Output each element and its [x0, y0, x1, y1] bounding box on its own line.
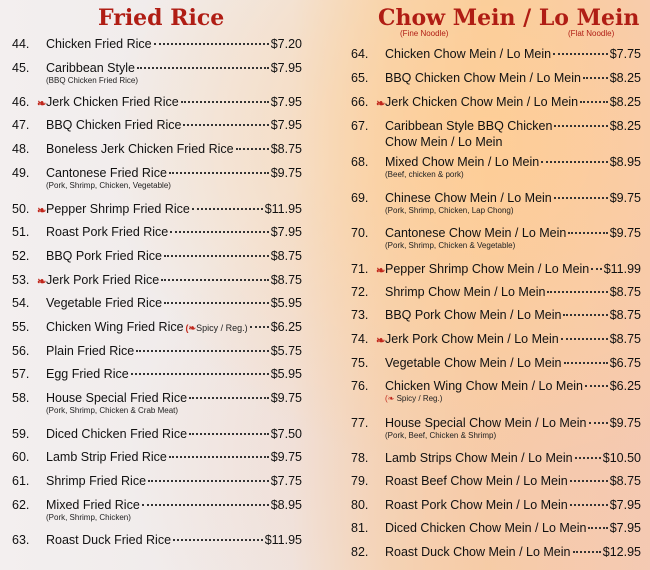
item-name-text: Caribbean Style BBQ Chicken: [385, 119, 553, 133]
item-name: [46, 36, 152, 52]
item-number: 66.: [351, 95, 369, 109]
item-name: [385, 450, 573, 466]
dot-leader: [192, 208, 263, 210]
item-name-text: Lamb Strips Chow Mein / Lo Mein: [385, 451, 573, 465]
item-name-text: BBQ Chicken Fried Rice: [46, 118, 182, 132]
item-name: [46, 449, 167, 465]
menu-item: [351, 544, 641, 560]
menu-item: [12, 141, 302, 157]
chili-pepper-icon: ❧: [376, 335, 386, 347]
menu-item-line: [351, 355, 641, 371]
dot-leader: [148, 480, 269, 482]
item-price: $8.75: [270, 273, 302, 287]
menu-item: [12, 295, 302, 311]
menu-item: [351, 378, 641, 403]
item-name-text: Roast Duck Fried Rice: [46, 533, 172, 547]
dot-leader: [583, 77, 608, 79]
item-name-text: Egg Fried Rice: [46, 367, 129, 381]
item-price: $7.20: [270, 37, 302, 51]
dot-leader: [250, 326, 269, 328]
menu-item: [12, 94, 302, 110]
item-name: [376, 94, 579, 110]
menu-item-line: [12, 248, 302, 264]
item-number: 56.: [12, 344, 30, 358]
dot-leader: [554, 125, 607, 127]
item-price: $7.75: [270, 474, 302, 488]
item-price: $9.75: [609, 416, 641, 430]
dot-leader: [568, 232, 607, 234]
item-name-text: Plain Fried Rice: [46, 344, 135, 358]
menu-item: [12, 343, 302, 359]
item-number: 57.: [12, 367, 30, 381]
item-number: 69.: [351, 191, 369, 205]
item-name-text: Roast Beef Chow Mein / Lo Mein: [385, 474, 568, 488]
item-name: [385, 415, 587, 431]
item-number: 59.: [12, 427, 30, 441]
flat-noodle-label: (Flat Noodle): [568, 29, 615, 38]
item-price: $8.75: [609, 285, 641, 299]
item-name-text: House Special Fried Rice: [46, 391, 188, 405]
item-name-text: Roast Pork Chow Mein / Lo Mein: [385, 498, 568, 512]
menu-item: [12, 201, 302, 217]
item-number: 65.: [351, 71, 369, 85]
chili-pepper-icon: ❧: [37, 98, 47, 110]
menu-item-line: [351, 46, 641, 62]
item-name-text: BBQ Pork Chow Mein / Lo Mein: [385, 308, 562, 322]
item-number: 55.: [12, 320, 30, 334]
item-name-text: Mixed Fried Rice: [46, 498, 140, 512]
item-price: $7.95: [270, 95, 302, 109]
menu-item: [12, 532, 302, 548]
item-price: $7.95: [270, 118, 302, 132]
dot-leader: [173, 539, 263, 541]
menu-item-line: [351, 70, 641, 86]
menu-item-line: [12, 426, 302, 442]
menu-item-line: [351, 497, 641, 513]
dot-leader: [575, 457, 601, 459]
item-price: $9.75: [270, 391, 302, 405]
item-number: 51.: [12, 225, 30, 239]
menu-item: [12, 272, 302, 288]
item-name-text: Vegetable Chow Mein / Lo Mein: [385, 356, 562, 370]
item-number: 48.: [12, 142, 30, 156]
item-name-text: Chinese Chow Mein / Lo Mein: [385, 191, 552, 205]
item-name: [46, 248, 162, 264]
item-price: $5.75: [270, 344, 302, 358]
menu-item-line: [12, 366, 302, 382]
menu-item: [12, 390, 302, 415]
dot-leader: [588, 527, 607, 529]
dot-leader: [154, 43, 269, 45]
item-name: [46, 224, 168, 240]
item-price: $8.95: [270, 498, 302, 512]
item-name: [46, 295, 162, 311]
menu-item-line: [12, 497, 302, 513]
menu-item: [12, 165, 302, 190]
item-name: [385, 190, 552, 206]
menu-item: [12, 473, 302, 489]
fried-rice-heading: Fried Rice: [98, 5, 225, 31]
chili-pepper-icon: (❧: [385, 394, 397, 403]
dot-leader: [164, 255, 269, 257]
item-number: 44.: [12, 37, 30, 51]
dot-leader: [169, 172, 269, 174]
item-name: [46, 473, 146, 489]
dot-leader: [189, 433, 269, 435]
item-name: [46, 366, 129, 382]
dot-leader: [547, 291, 607, 293]
menu-item-line: [12, 473, 302, 489]
menu-item: [12, 366, 302, 382]
menu-item: [351, 190, 641, 215]
item-price: $9.75: [270, 450, 302, 464]
item-price: $11.95: [264, 533, 302, 547]
menu-item: [12, 449, 302, 465]
menu-item: [351, 520, 641, 536]
item-description: (Pork, Shrimp, Chicken & Crab Meat): [46, 406, 179, 415]
dot-leader: [161, 279, 268, 281]
menu-item: [12, 319, 302, 336]
item-name: [385, 307, 561, 323]
menu-item: [351, 284, 641, 300]
item-number: 58.: [12, 391, 30, 405]
dot-leader: [554, 197, 608, 199]
menu-item-line: [351, 450, 641, 466]
item-name: [46, 343, 134, 359]
menu-item: [351, 307, 641, 323]
menu-item: [12, 224, 302, 240]
chili-pepper-icon: ❧: [376, 265, 386, 277]
item-name-text: Pepper Shrimp Chow Mein / Lo Mein: [385, 262, 590, 276]
dot-leader: [561, 338, 608, 340]
dot-leader: [169, 456, 269, 458]
item-price: $8.25: [609, 71, 641, 85]
item-number: 82.: [351, 545, 369, 559]
item-name-text: Roast Duck Chow Mein / Lo Mein: [385, 545, 571, 559]
item-name-text: Cantonese Chow Mein / Lo Mein: [385, 226, 567, 240]
item-name-text: Chicken Fried Rice: [46, 37, 152, 51]
item-number: 49.: [12, 166, 30, 180]
menu-item: [351, 415, 641, 440]
menu-item-line: [12, 36, 302, 52]
item-price: $8.75: [609, 332, 641, 346]
dot-leader: [553, 53, 608, 55]
chow-mein-heading: Chow Mein / Lo Mein: [378, 5, 640, 31]
item-number: 46.: [12, 95, 30, 109]
item-price: $8.95: [609, 155, 641, 169]
item-number: 77.: [351, 416, 369, 430]
item-name: [46, 426, 187, 442]
item-name-text: Shrimp Chow Mein / Lo Mein: [385, 285, 546, 299]
item-name: [385, 46, 551, 62]
item-price: $5.95: [270, 367, 302, 381]
item-description: (Pork, Beef, Chicken & Shrimp): [385, 431, 497, 440]
dot-leader: [570, 504, 608, 506]
item-price: $8.25: [609, 119, 641, 133]
spicy-option-text: Spicy / Reg.): [396, 394, 443, 403]
item-name-text: Roast Pork Fried Rice: [46, 225, 169, 239]
item-number: 50.: [12, 202, 30, 216]
menu-item-line: [12, 141, 302, 157]
item-name-text: Boneless Jerk Chicken Fried Rice: [46, 142, 234, 156]
menu-item-line: [351, 544, 641, 560]
dot-leader: [236, 148, 269, 150]
dot-leader: [137, 67, 269, 69]
menu-item-line: [12, 201, 302, 217]
item-price: $8.75: [609, 474, 641, 488]
item-name-text: Vegetable Fried Rice: [46, 296, 163, 310]
item-number: 71.: [351, 262, 369, 276]
chili-pepper-icon: ❧: [376, 98, 386, 110]
menu-item: [351, 70, 641, 86]
spicy-option-note: [385, 394, 641, 403]
menu-item: [12, 426, 302, 442]
item-name-text: Caribbean Style: [46, 61, 135, 75]
dot-leader: [573, 551, 601, 553]
dot-leader: [142, 504, 269, 506]
menu-item-line: [351, 473, 641, 489]
item-price: $7.75: [609, 47, 641, 61]
item-price: $6.75: [609, 356, 641, 370]
item-description: (Pork, Shrimp, Chicken, Vegetable): [46, 181, 171, 190]
menu-item-line: [351, 284, 641, 300]
item-number: 45.: [12, 61, 30, 75]
item-description: (Beef, chicken & pork): [385, 170, 464, 179]
menu-item: [351, 225, 641, 250]
item-name: [37, 201, 190, 217]
item-number: 76.: [351, 379, 369, 393]
menu-item: [351, 94, 641, 110]
menu-item-line: [351, 307, 641, 323]
dot-leader: [564, 362, 608, 364]
item-number: 60.: [12, 450, 30, 464]
dot-leader: [170, 231, 268, 233]
menu-item-line: [12, 165, 302, 181]
item-name: [385, 378, 583, 394]
item-price: $7.95: [609, 521, 641, 535]
item-number: 81.: [351, 521, 369, 535]
menu-item-line: [12, 60, 302, 76]
menu-item-line: [351, 190, 641, 206]
menu-item: [12, 60, 302, 85]
menu-item-line: [351, 378, 641, 394]
item-name: [385, 70, 581, 86]
dot-leader: [585, 385, 608, 387]
item-name: [37, 272, 160, 288]
dot-leader: [563, 314, 607, 316]
chili-pepper-icon: ❧: [37, 205, 47, 217]
menu-item-line: [351, 94, 641, 110]
item-name: [385, 225, 566, 241]
menu-item-line: [12, 224, 302, 240]
dot-leader: [570, 480, 608, 482]
dot-leader: [164, 302, 269, 304]
item-name: [385, 284, 545, 300]
item-name-text: Diced Chicken Chow Mein / Lo Mein: [385, 521, 587, 535]
item-name-text: Mixed Chow Mein / Lo Mein: [385, 155, 540, 169]
item-price: $11.99: [603, 262, 641, 276]
item-name-text: House Special Chow Mein / Lo Mein: [385, 416, 587, 430]
dot-leader: [580, 101, 608, 103]
menu-item-line: [351, 225, 641, 241]
item-name: [376, 331, 559, 347]
item-name-text: Jerk Chicken Chow Mein / Lo Mein: [385, 95, 579, 109]
item-name: [385, 473, 568, 489]
item-number: 64.: [351, 47, 369, 61]
item-name: [385, 118, 552, 134]
item-name: [46, 117, 181, 133]
spicy-option-text: Spicy / Reg.): [196, 323, 248, 333]
menu-item-line: [12, 272, 302, 288]
item-number: 74.: [351, 332, 369, 346]
dot-leader: [589, 422, 608, 424]
item-description: (Pork, Shrimp, Chicken): [46, 513, 131, 522]
menu-item: [12, 117, 302, 133]
item-number: 47.: [12, 118, 30, 132]
item-name-text: Lamb Strip Fried Rice: [46, 450, 167, 464]
item-number: 63.: [12, 533, 30, 547]
item-number: 80.: [351, 498, 369, 512]
item-name: [37, 94, 179, 110]
item-price: $11.95: [264, 202, 302, 216]
item-name-text: Chicken Wing Fried Rice: [46, 320, 184, 334]
menu-item-line: [12, 449, 302, 465]
item-name: [385, 355, 562, 371]
item-number: 75.: [351, 356, 369, 370]
item-name-text: Jerk Chicken Fried Rice: [46, 95, 179, 109]
menu-item-line: [351, 154, 641, 170]
item-price: $7.95: [270, 61, 302, 75]
item-number: 78.: [351, 451, 369, 465]
item-name: [46, 497, 140, 513]
item-name-text: Chicken Chow Mein / Lo Mein: [385, 47, 552, 61]
item-name-text: BBQ Chicken Chow Mein / Lo Mein: [385, 71, 581, 85]
item-name-text: Pepper Shrimp Fried Rice: [46, 202, 190, 216]
item-price: $9.75: [270, 166, 302, 180]
item-price: $10.50: [602, 451, 641, 465]
item-price: $5.95: [270, 296, 302, 310]
item-name: [46, 319, 248, 336]
item-number: 68.: [351, 155, 369, 169]
item-price: $8.75: [270, 249, 302, 263]
menu-item: [351, 331, 641, 347]
menu-item-line: [12, 117, 302, 133]
item-number: 52.: [12, 249, 30, 263]
item-name-text: Jerk Pork Fried Rice: [46, 273, 160, 287]
menu-item: [351, 497, 641, 513]
item-number: 72.: [351, 285, 369, 299]
item-number: 79.: [351, 474, 369, 488]
item-name: [46, 60, 135, 76]
item-number: 61.: [12, 474, 30, 488]
item-description: (Pork, Shrimp, Chicken, Lap Chong): [385, 206, 514, 215]
menu-item-line: [351, 118, 641, 134]
item-name: [385, 520, 586, 536]
item-name: [46, 165, 167, 181]
item-price: $7.95: [609, 498, 641, 512]
dot-leader: [131, 373, 269, 375]
chili-pepper-icon: (❧: [185, 323, 197, 333]
menu-item-line: [12, 390, 302, 406]
menu-item-line: [351, 520, 641, 536]
menu-item: [351, 261, 641, 277]
item-name: [46, 532, 171, 548]
item-name-text: Jerk Pork Chow Mein / Lo Mein: [385, 332, 559, 346]
item-number: 67.: [351, 119, 369, 133]
item-name-continued: Chow Mein / Lo Mein: [385, 135, 503, 149]
item-name-text: Chicken Wing Chow Mein / Lo Mein: [385, 379, 583, 393]
item-price: $9.75: [609, 226, 641, 240]
item-number: 62.: [12, 498, 30, 512]
menu-item-line: [12, 532, 302, 548]
item-price: $8.75: [270, 142, 302, 156]
dot-leader: [183, 124, 268, 126]
item-name: [385, 497, 568, 513]
menu-item: [351, 154, 641, 179]
item-number: 70.: [351, 226, 369, 240]
menu-item: [12, 36, 302, 52]
item-name: [46, 390, 187, 406]
item-price: $6.25: [609, 379, 641, 393]
item-number: 54.: [12, 296, 30, 310]
menu-item-line: [351, 261, 641, 277]
dot-leader: [189, 397, 269, 399]
menu-item: [351, 473, 641, 489]
menu-item: [351, 355, 641, 371]
dot-leader: [136, 350, 268, 352]
item-price: $7.50: [270, 427, 302, 441]
dot-leader: [591, 268, 601, 270]
item-description: (Pork, Shrimp, Chicken & Vegetable): [385, 241, 516, 250]
menu-item: [351, 450, 641, 466]
menu-item: [12, 497, 302, 522]
menu-item: [351, 118, 641, 150]
menu-item-line: [351, 331, 641, 347]
dot-leader: [181, 101, 269, 103]
item-price: $8.75: [609, 308, 641, 322]
item-name: [46, 141, 234, 157]
menu-item-line: [12, 94, 302, 110]
item-number: 73.: [351, 308, 369, 322]
dot-leader: [541, 161, 607, 163]
menu-item-line: [12, 343, 302, 359]
item-name: [385, 154, 539, 170]
menu-item-line: [12, 319, 302, 336]
item-price: $6.25: [270, 320, 302, 334]
item-name: [376, 261, 590, 277]
item-price: $7.95: [270, 225, 302, 239]
menu-item-line: [351, 415, 641, 431]
item-name-text: Cantonese Fried Rice: [46, 166, 167, 180]
chili-pepper-icon: ❧: [37, 276, 47, 288]
item-name-text: BBQ Pork Fried Rice: [46, 249, 163, 263]
fine-noodle-label: (Fine Noodle): [400, 29, 449, 38]
spicy-option-note: [186, 323, 248, 333]
menu-item: [351, 46, 641, 62]
item-description: (BBQ Chicken Fried Rice): [46, 76, 139, 85]
item-price: $9.75: [609, 191, 641, 205]
item-name: [385, 544, 571, 560]
menu-item: [12, 248, 302, 264]
item-name-text: Shrimp Fried Rice: [46, 474, 147, 488]
item-price: $12.95: [602, 545, 641, 559]
item-number: 53.: [12, 273, 30, 287]
item-name-text: Diced Chicken Fried Rice: [46, 427, 188, 441]
menu-item-line: [12, 295, 302, 311]
item-price: $8.25: [609, 95, 641, 109]
